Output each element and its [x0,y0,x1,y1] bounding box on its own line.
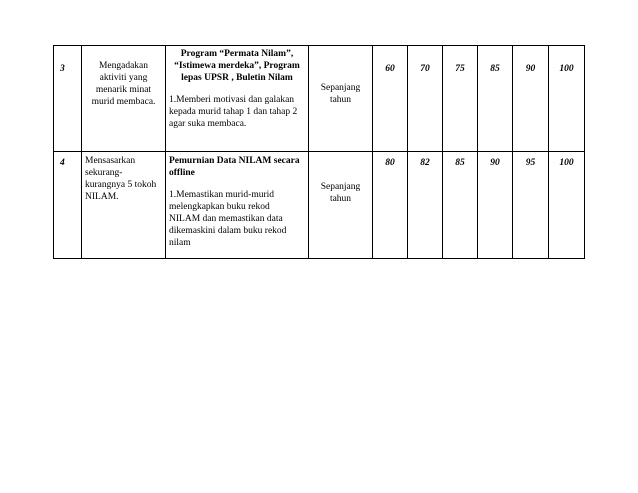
period-cell [309,46,373,152]
row-number: 3 [54,46,82,152]
program-title-line: Program “Permata Nilam”, [180,49,294,59]
target-value: 75 [443,46,478,152]
program-cell [166,46,309,152]
program-desc-line: 1.Memastikan murid-murid [169,190,275,200]
table-row [54,46,585,152]
target-value: 82 [408,152,443,259]
program-desc-line: nilam [169,238,191,248]
period-line: Sepanjang [320,182,361,192]
program-title-line: “Istimewa merdeka”, Program [174,61,300,71]
target-value: 100 [549,152,585,259]
period-line: tahun [329,194,352,204]
target-value: 90 [478,152,513,259]
target-value: 85 [443,152,478,259]
period-line: Sepanjang [320,83,361,93]
table-row [54,152,585,259]
target-value: 80 [373,152,408,259]
program-desc-line: 1.Memberi motivasi dan galakan [169,95,295,105]
activity-line: sekurang- [85,168,123,178]
period-cell [309,152,373,259]
activity-line: NILAM. [85,192,119,202]
activity-line: murid membaca. [91,97,156,107]
target-value: 60 [373,46,408,152]
target-value: 100 [549,46,585,152]
program-title-line: offline [169,168,195,178]
program-desc-line: agar suka membaca. [169,119,247,129]
program-desc-line: kepada murid tahap 1 dan tahap 2 [169,107,298,117]
target-value: 95 [513,152,549,259]
target-value: 70 [408,46,443,152]
program-desc-line: dikemaskini dalam buku rekod [169,226,287,236]
activity-line: Mensasarkan [85,156,136,166]
programme-table [53,45,585,259]
activity-cell [82,152,166,259]
program-cell [166,152,309,259]
activity-line: Mengadakan [98,61,149,71]
activity-line: menarik minat [95,85,152,95]
row-number: 4 [54,152,82,259]
activity-line: aktiviti yang [99,73,148,83]
target-value: 90 [513,46,549,152]
program-desc-line: melengkapkan buku rekod [169,202,270,212]
program-desc-line: NILAM dan memastikan data [169,214,283,224]
period-line: tahun [329,95,352,105]
activity-line: kurangnya 5 tokoh [85,180,157,190]
program-title-line: Pemurnian Data NILAM secara [169,156,300,166]
program-title-line: lepas UPSR , Buletin Nilam [181,73,293,83]
target-value: 85 [478,46,513,152]
activity-cell [82,46,166,152]
